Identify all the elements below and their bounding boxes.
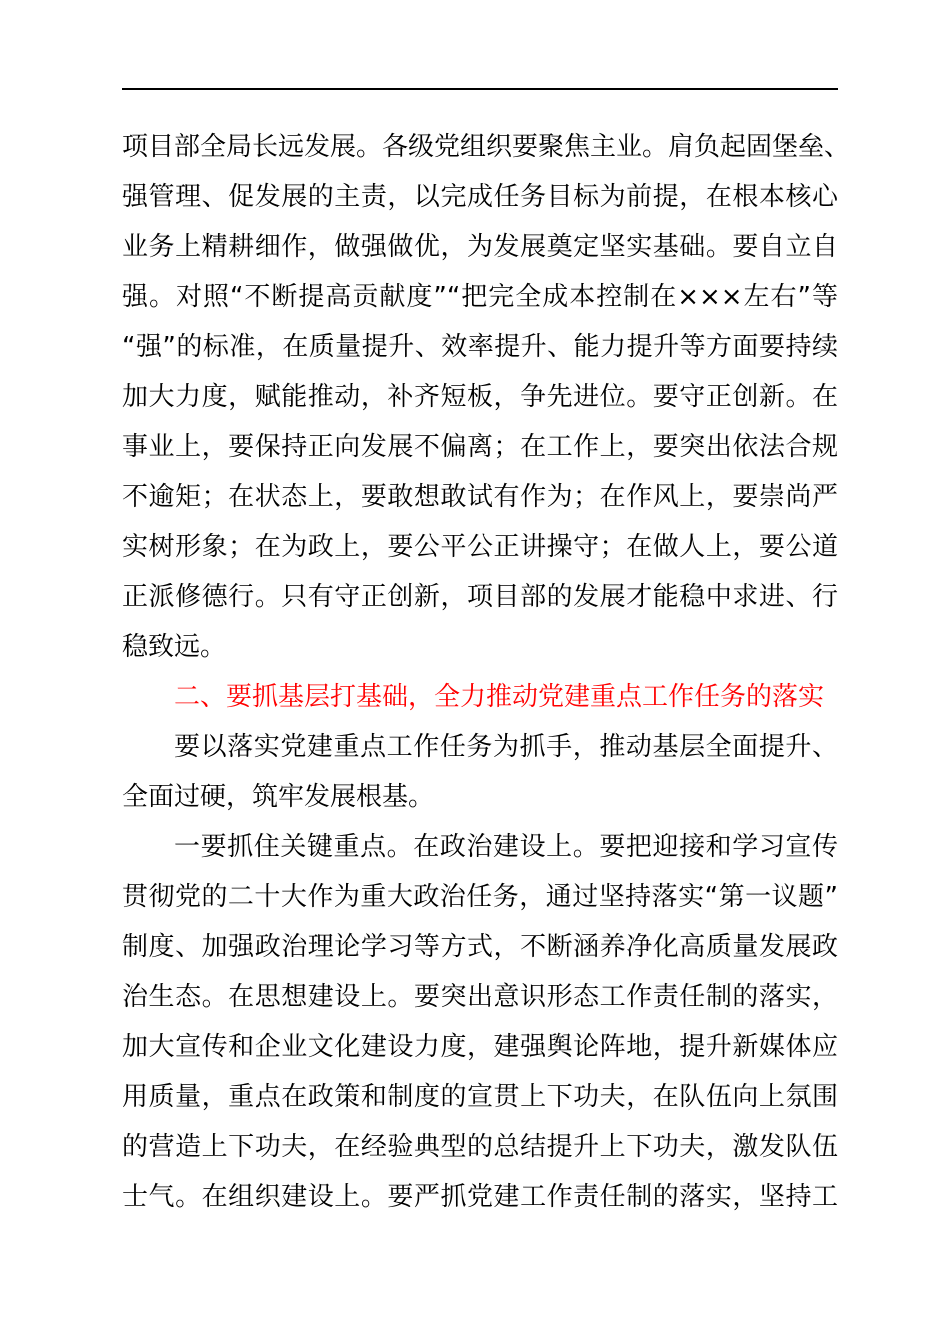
paragraph xyxy=(122,122,851,672)
text-line: 不逾矩；在状态上，要敢想敢试有作为；在作风上，要崇尚严 xyxy=(122,482,838,512)
text-line: 一要抓住关键重点。在政治建设上。要把迎接和学习宣传 xyxy=(174,832,838,862)
section-heading xyxy=(122,672,838,722)
text-line: 的营造上下功夫，在经验典型的总结提升上下功夫，激发队伍 xyxy=(122,1132,838,1162)
text-line: “强”的标准，在质量提升、效率提升、能力提升等方面要持续 xyxy=(122,332,838,362)
text-line: 加大宣传和企业文化建设力度，建强舆论阵地，提升新媒体应 xyxy=(122,1032,838,1062)
header-rule xyxy=(122,88,838,90)
text-line: 业务上精耕细作，做强做优，为发展奠定坚实基础。要自立自 xyxy=(122,232,838,262)
text-line: 强。对照“不断提高贡献度”“把完全成本控制在×××左右”等 xyxy=(122,282,838,312)
text-line: 实树形象；在为政上，要公平公正讲操守；在做人上，要公道 xyxy=(122,532,838,562)
text-line: 士气。在组织建设上。要严抓党建工作责任制的落实，坚持工 xyxy=(122,1182,838,1212)
text-line: 要以落实党建重点工作任务为抓手，推动基层全面提升、 xyxy=(174,732,838,762)
text-line: 稳致远。 xyxy=(122,632,227,662)
text-line: 强管理、促发展的主责，以完成任务目标为前提，在根本核心 xyxy=(122,182,838,212)
document-body xyxy=(122,122,851,1222)
text-line: 项目部全局长远发展。各级党组织要聚焦主业。肩负起固堡垒、 xyxy=(122,132,851,162)
text-line: 全面过硬，筑牢发展根基。 xyxy=(122,782,435,812)
paragraph xyxy=(122,722,838,822)
text-line: 加大力度，赋能推动，补齐短板，争先进位。要守正创新。在 xyxy=(122,382,838,412)
text-line: 贯彻党的二十大作为重大政治任务，通过坚持落实“第一议题” xyxy=(122,882,838,912)
text-line: 制度、加强政治理论学习等方式，不断涵养净化高质量发展政 xyxy=(122,932,838,962)
heading-line: 二、要抓基层打基础，全力推动党建重点工作任务的落实 xyxy=(174,682,825,712)
text-line: 用质量，重点在政策和制度的宣贯上下功夫，在队伍向上氛围 xyxy=(122,1082,838,1112)
text-line: 治生态。在思想建设上。要突出意识形态工作责任制的落实， xyxy=(122,982,838,1012)
paragraph xyxy=(122,822,838,1222)
text-line: 事业上，要保持正向发展不偏离；在工作上，要突出依法合规 xyxy=(122,432,838,462)
text-line: 正派修德行。只有守正创新，项目部的发展才能稳中求进、行 xyxy=(122,582,838,612)
